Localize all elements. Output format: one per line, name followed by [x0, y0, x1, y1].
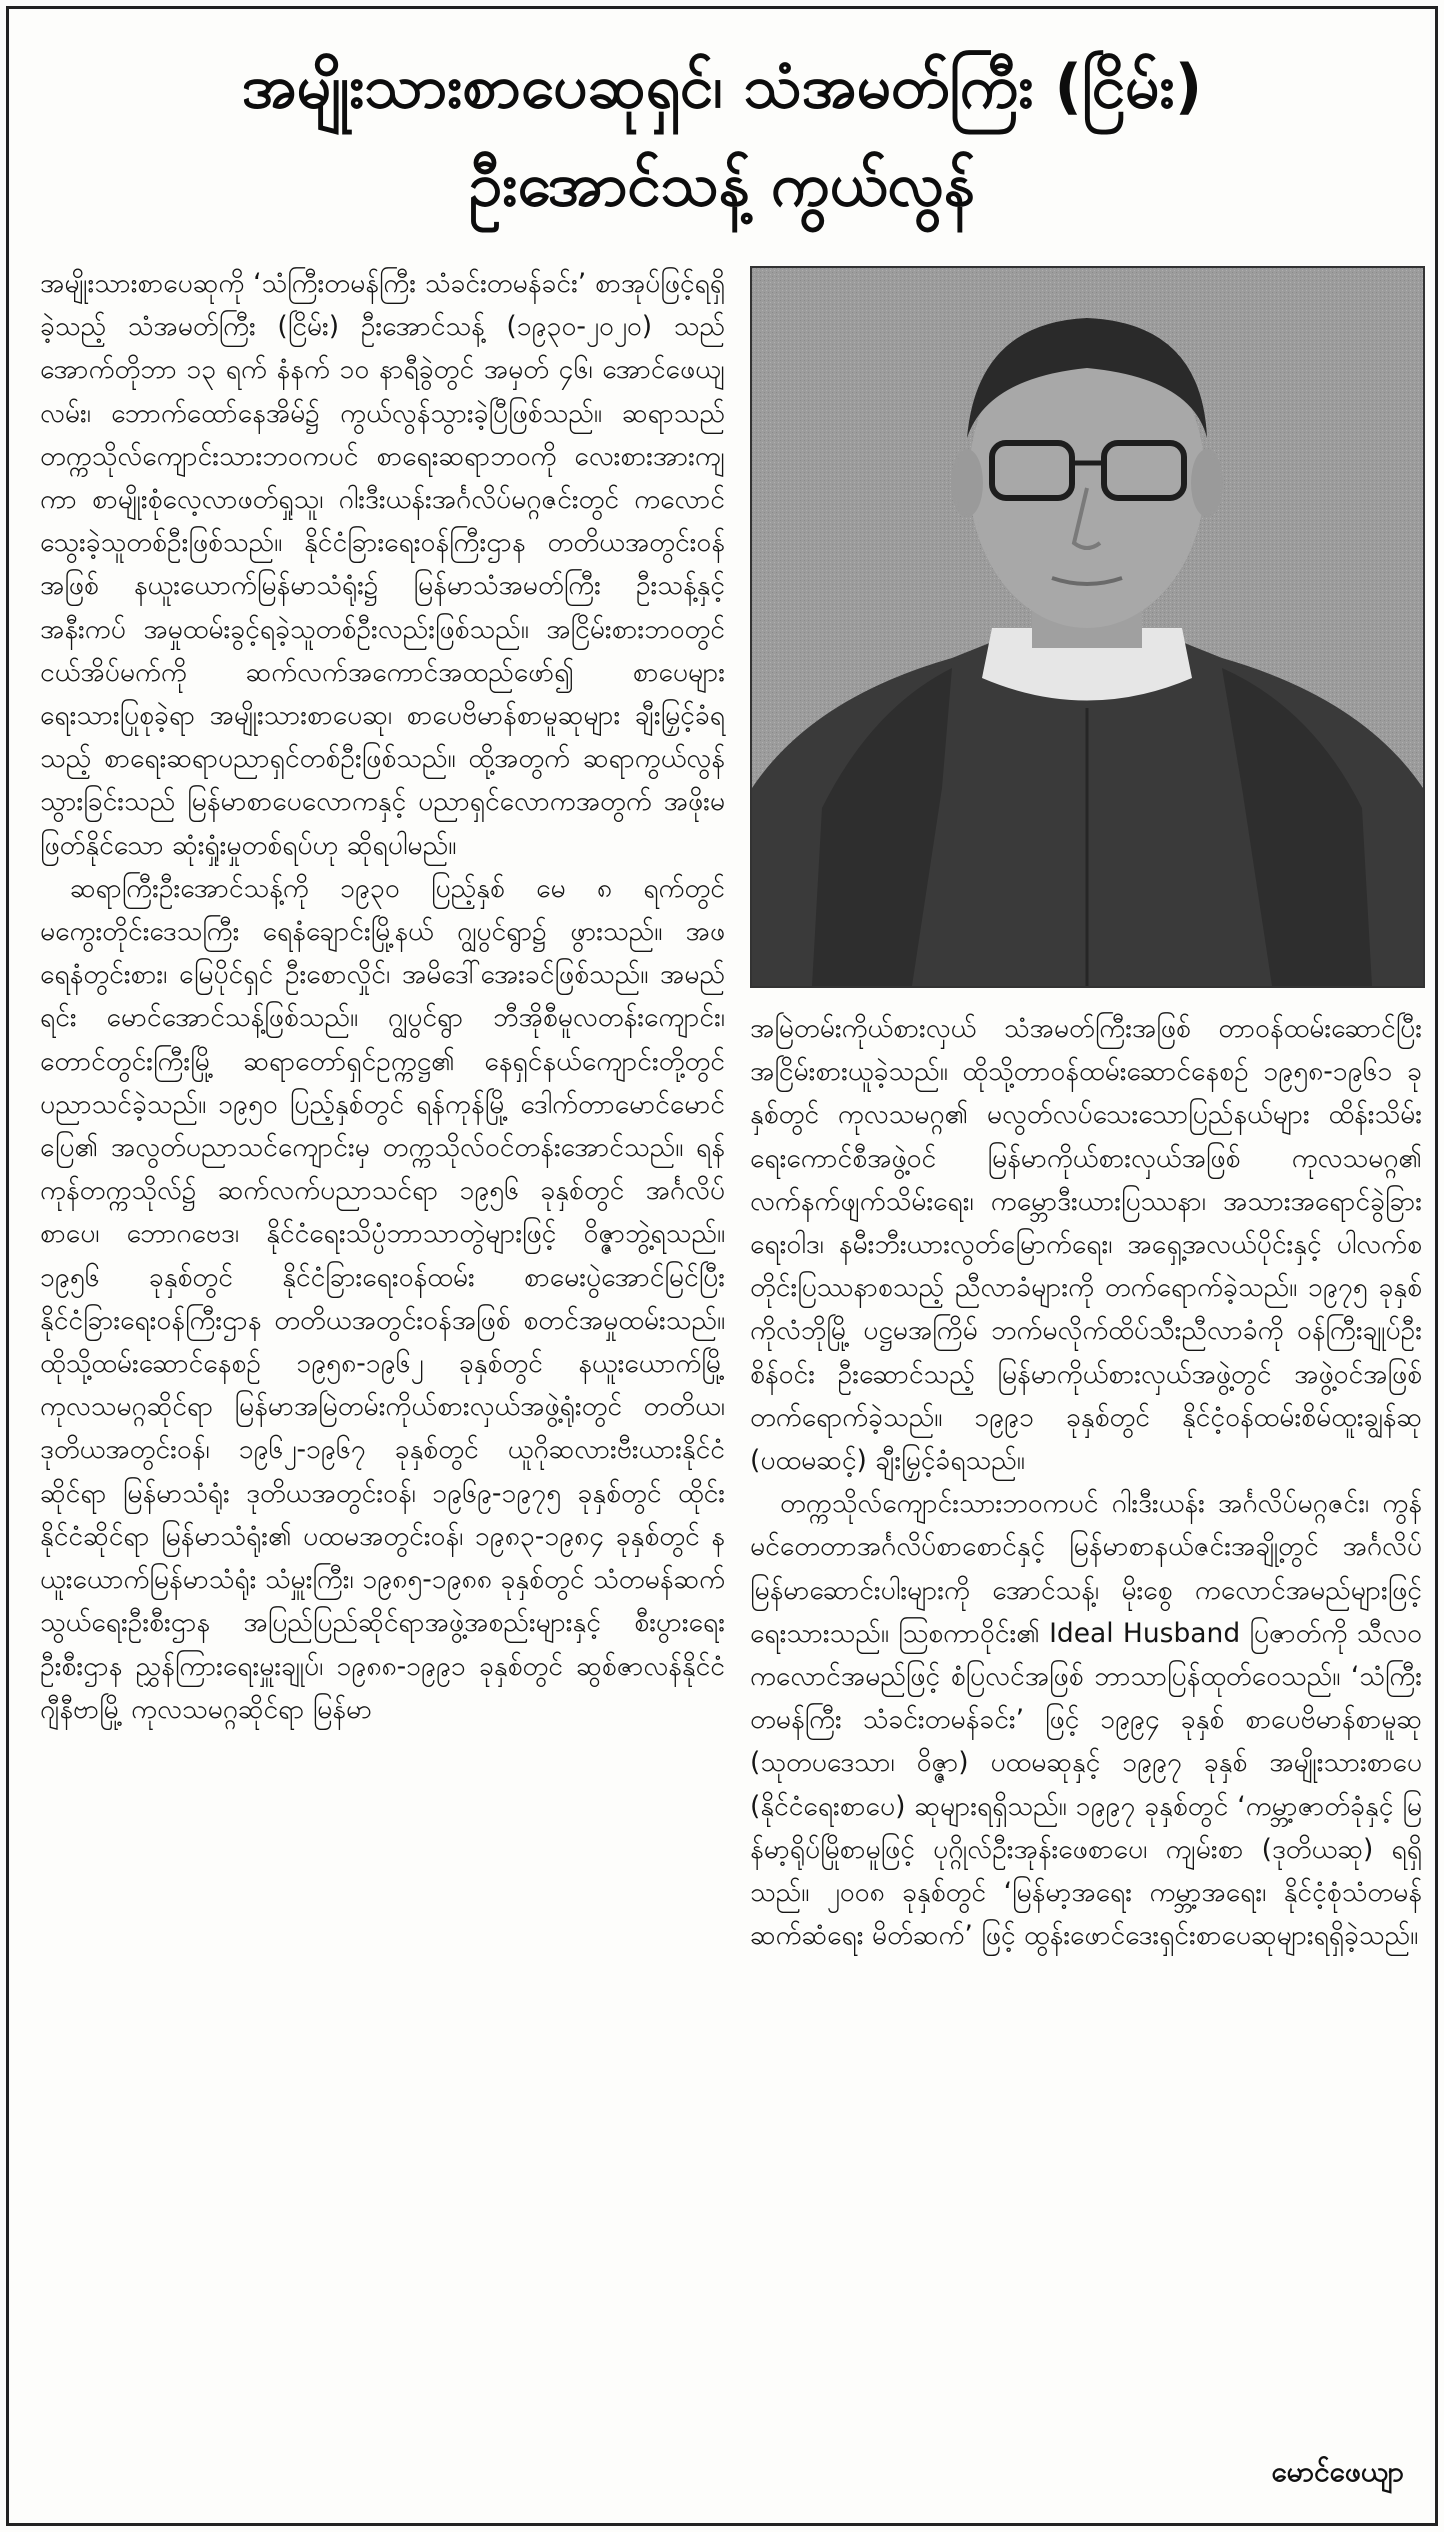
body-paragraph: အမြဲတမ်းကိုယ်စားလှယ် သံအမတ်ကြီးအဖြစ် တာဝန်ထမ်းဆောင်ပြီး အငြိမ်းစားယူခဲ့သည်။ ထိုသို့တာဝန်ထမ်းဆောင်နေစဉ် ၁၉၅၈-၁၉၆၁ ခုနှစ်တွင် ကုလသမဂ္ဂ၏ မလွတ်လပ်သေးသောပြည်နယ်များ ထိန်းသိမ်းရေးကောင်စီအဖွဲ့ဝင် မြန်မာကိုယ်စားလှယ်အဖြစ် ကုလသမဂ္ဂ၏ လက်နက်ဖျက်သိမ်းရေး၊ ကမ္ဘောဒီးယားပြဿနာ၊ အသားအရောင်ခွဲခြားရေးဝါဒ၊ နမီးဘီးယားလွတ်မြောက်ရေး၊ အရှေ့အလယ်ပိုင်းနှင့် ပါလက်စတိုင်းပြဿနာစသည့် ညီလာခံများကို တက်ရောက်ခဲ့သည်။ ၁၉၇၅ ခုနှစ် ကိုလံဘိုမြို့ ပဋ္ဌမအကြိမ် ဘက်မလိုက်ထိပ်သီးညီလာခံကို ဝန်ကြီးချုပ်ဦးစိန်ဝင်း ဦးဆောင်သည့် မြန်မာကိုယ်စားလှယ်အဖွဲ့တွင် အဖွဲ့ဝင်အဖြစ် တက်ရောက်ခဲ့သည်။ ၁၉၉၁ ခုနှစ်တွင် နိုင်ငံ့ဝန်ထမ်းစိမ်ထူးချွန်ဆု (ပထမဆင့်) ချီးမြှင့်ခံရသည်။	[750, 1013, 1422, 1477]
headline-line-2: ဦးအောင်သန့် ကွယ်လွန်	[469, 150, 975, 220]
portrait-photo-icon	[752, 268, 1423, 986]
headline-line-1: အမျိုးသားစာပေဆုရှင်၊ သံအမတ်ကြီး (ငြိမ်း)	[241, 52, 1203, 122]
right-column	[750, 1007, 1422, 1957]
body-paragraph: အမျိုးသားစာပေဆုကို ‘သံကြီးတမန်ကြီး သံခင်းတမန်ခင်း’ စာအုပ်ဖြင့်ရရှိခဲ့သည့် သံအမတ်ကြီး (ငြိမ်း) ဦးအောင်သန့် (၁၉၃၀-၂၀၂၀) သည် အောက်တိုဘာ ၁၃ ရက် နံနက် ၁၀ နာရီခွဲတွင် အမှတ် ၄၆၊ အောင်ဖေယျလမ်း၊ ဘောက်ထော်နေအိမ်၌ ကွယ်လွန်သွားခဲ့ပြီဖြစ်သည်။ ဆရာသည် တက္ကသိုလ်ကျောင်းသားဘဝကပင် စာရေးဆရာဘဝကို လေးစားအားကျကာ စာမျိုးစုံလေ့လာဖတ်ရှုသူ၊ ဂါးဒီးယန်းအင်္ဂလိပ်မဂ္ဂဇင်းတွင် ကလောင်သွေးခဲ့သူတစ်ဦးဖြစ်သည်။ နိုင်ငံခြားရေးဝန်ကြီးဌာန တတိယအတွင်းဝန်အဖြစ် နယူးယောက်မြန်မာသံရုံး၌ မြန်မာသံအမတ်ကြီး ဦးသန့်နှင့် အနီးကပ် အမှုထမ်းခွင့်ရခဲ့သူတစ်ဦးလည်းဖြစ်သည်။ အငြိမ်းစားဘဝတွင် ငယ်အိပ်မက်ကို ဆက်လက်အကောင်အထည်ဖော်၍ စာပေများရေးသားပြုစုခဲ့ရာ အမျိုးသားစာပေဆု၊ စာပေဗိမာန်စာမူဆုများ ချီးမြှင့်ခံရသည့် စာရေးဆရာပညာရှင်တစ်ဦးဖြစ်သည်။ ထို့အတွက် ဆရာကွယ်လွန်သွားခြင်းသည် မြန်မာစာပေလောကနှင့် ပညာရှင်လောကအတွက် အဖိုးမဖြတ်နိုင်သော ဆုံးရှုံးမှုတစ်ရပ်ဟု ဆိုရပါမည်။	[40, 268, 725, 861]
body-paragraph: တက္ကသိုလ်ကျောင်းသားဘဝကပင် ဂါးဒီးယန်း အင်္ဂလိပ်မဂ္ဂဇင်း၊ ကွန်မင်တေတာအင်္ဂလိပ်စာစောင်နှင့် မြန်မာစာနယ်ဇင်းအချို့တွင် အင်္ဂလိပ်မြန်မာဆောင်းပါးများကို အောင်သန့်၊ မိုးစွေ ကလောင်အမည်များဖြင့် ရေးသားသည်။ ဩစကာဝိုင်း၏ Ideal Husband ပြဇာတ်ကို သီလဝ ကလောင်အမည်ဖြင့် စံပြလင်အဖြစ် ဘာသာပြန်ထုတ်ဝေသည်။ ‘သံကြီးတမန်ကြီး သံခင်းတမန်ခင်း’ ဖြင့် ၁၉၉၄ ခုနှစ် စာပေဗိမာန်စာမူဆု (သုတပဒေသာ၊ ဝိဇ္ဇာ) ပထမဆုနှင့် ၁၉၉၇ ခုနှစ် အမျိုးသားစာပေ (နိုင်ငံရေးစာပေ) ဆုများရရှိသည်။ ၁၉၉၇ ခုနှစ်တွင် ‘ကမ္ဘာ့ဇာတ်ခုံနှင့် မြန်မာ့ရိုပ်မြိုစာမူဖြင့် ပုဂ္ဂိုလ်ဦးအုန်းဖေစာပေ၊ ကျမ်းစာ (ဒုတိယဆု) ရရှိသည်။ ၂၀၀၈ ခုနှစ်တွင် ‘မြန်မာ့အရေး ကမ္ဘာ့အရေး၊ နိုင်ငံ့စုံသံတမန်ဆက်ဆံရေး မိတ်ဆက်’ ဖြင့် ထွန်းဖောင်ဒေးရှင်းစာပေဆုများရရှိခဲ့သည်။	[750, 1488, 1422, 1952]
headline	[0, 38, 1444, 234]
right-ear	[1191, 449, 1223, 517]
body-paragraph: ဆရာကြီးဦးအောင်သန့်ကို ၁၉၃၀ ပြည့်နှစ် မေ ၈ ရက်တွင် မကွေးတိုင်းဒေသကြီး ရေနံချောင်းမြို့နယ် ဂျွပွင်ရွာ၌ ဖွားသည်။ အဖရေနံတွင်းစား၊ မြေပိုင်ရှင် ဦးစောလှိုင်၊ အမိဒေါ်အေးခင်ဖြစ်သည်။ အမည်ရင်း မောင်အောင်သန့်ဖြစ်သည်။ ဂျွပွင်ရွာ ဘီအိုစီမူလတန်းကျောင်း၊ တောင်တွင်းကြီးမြို့ ဆရာတော်ရှင်ဥက္ကဋ္ဌ၏ နေရှင်နယ်ကျောင်းတို့တွင် ပညာသင်ခဲ့သည်။ ၁၉၅၀ ပြည့်နှစ်တွင် ရန်ကုန်မြို့ ဒေါက်တာမောင်မောင်ပြေ၏ အလွတ်ပညာသင်ကျောင်းမှ တက္ကသိုလ်ဝင်တန်းအောင်သည်။ ရန်ကုန်တက္ကသိုလ်၌ ဆက်လက်ပညာသင်ရာ ၁၉၅၆ ခုနှစ်တွင် အင်္ဂလိပ်စာပေ၊ ဘောဂဗေဒ၊ နိုင်ငံရေးသိပ္ပံဘာသာတွဲများဖြင့် ဝိဇ္ဇာဘွဲ့ရသည်။ ၁၉၅၆ ခုနှစ်တွင် နိုင်ငံခြားရေးဝန်ထမ်း စာမေးပွဲအောင်မြင်ပြီး နိုင်ငံခြားရေးဝန်ကြီးဌာန တတိယအတွင်းဝန်အဖြစ် စတင်အမှုထမ်းသည်။ ထိုသို့ထမ်းဆောင်နေစဉ် ၁၉၅၈-၁၉၆၂ ခုနှစ်တွင် နယူးယောက်မြို့ ကုလသမဂ္ဂဆိုင်ရာ မြန်မာအမြဲတမ်းကိုယ်စားလှယ်အဖွဲ့ရုံးတွင် တတိယ၊ ဒုတိယအတွင်းဝန်၊ ၁၉၆၂-၁၉၆၇ ခုနှစ်တွင် ယူဂိုဆလားဗီးယားနိုင်ငံဆိုင်ရာ မြန်မာသံရုံး ဒုတိယအတွင်းဝန်၊ ၁၉၆၉-၁၉၇၅ ခုနှစ်တွင် ထိုင်းနိုင်ငံဆိုင်ရာ မြန်မာသံရုံး၏ ပထမအတွင်းဝန်၊ ၁၉၈၃-၁၉၈၄ ခုနှစ်တွင် နယူးယောက်မြန်မာသံရုံး သံမှူးကြီး၊ ၁၉၈၅-၁၉၈၈ ခုနှစ်တွင် သံတမန်ဆက်သွယ်ရေးဦးစီးဌာန အပြည်ပြည်ဆိုင်ရာအဖွဲ့အစည်းများနှင့် စီးပွားရေးဦးစီးဌာန ညွှန်ကြားရေးမှူးချုပ်၊ ၁၉၈၈-၁၉၉၁ ခုနှစ်တွင် ဆွစ်ဇာလန်နိုင်ငံ ဂျီနီဗာမြို့ ကုလသမဂ္ဂဆိုင်ရာ မြန်မာ	[40, 872, 725, 1725]
byline: မောင်ဖေယျာ	[1271, 2455, 1404, 2488]
left-column	[40, 262, 725, 1731]
left-ear	[951, 449, 983, 517]
portrait-photo	[750, 266, 1425, 988]
